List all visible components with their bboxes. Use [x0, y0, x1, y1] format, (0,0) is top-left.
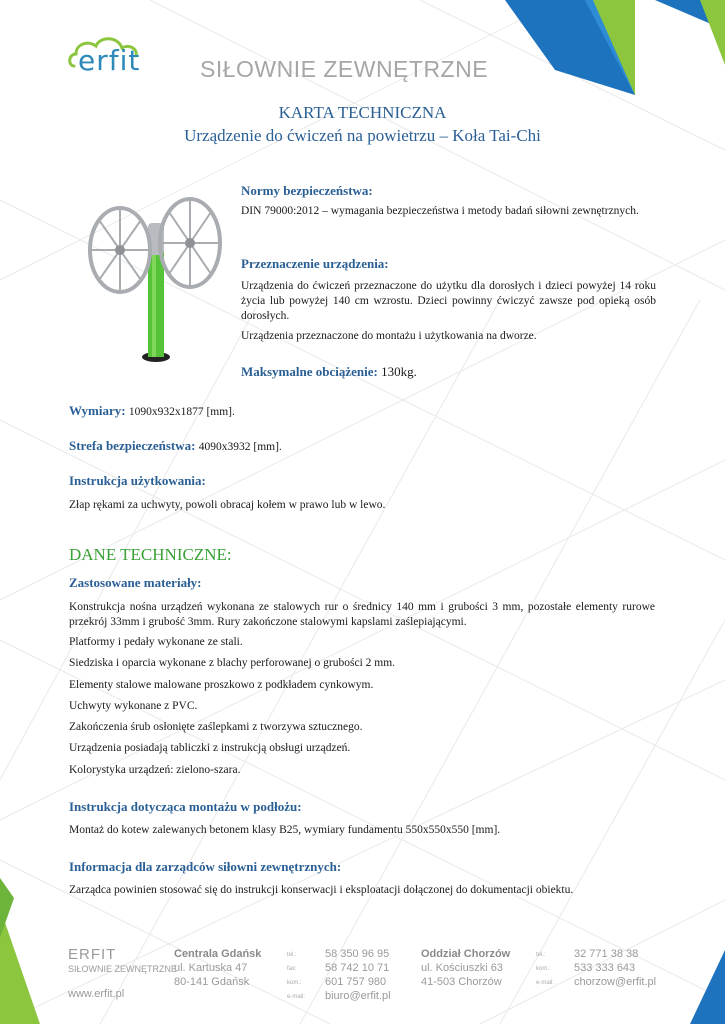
- page-title: KARTA TECHNICZNA: [278, 103, 447, 122]
- gdansk-email-link[interactable]: biuro@erfit.pl: [325, 990, 391, 1002]
- max-load-row: [241, 364, 417, 380]
- chorzow-label-kom: kom.:: [536, 966, 551, 972]
- purpose-text-2: Urządzenia przeznaczone do montażu i użytkowania na dworze.: [241, 330, 537, 342]
- tech-data-heading: DANE TECHNICZNE:: [69, 545, 232, 564]
- gdansk-label-tel: tel.:: [287, 952, 297, 958]
- chorzow-tel: 32 771 38 38: [574, 948, 639, 960]
- footer-brand-tagline: SIŁOWNIE ZEWNĘTRZNE: [68, 964, 178, 974]
- usage-heading: Instrukcja użytkowania:: [69, 473, 206, 488]
- page-subtitle: Urządzenie do ćwiczeń na powietrzu – Koła Tai-Chi: [184, 126, 541, 145]
- purpose-heading: Przeznaczenie urządzenia:: [241, 256, 389, 271]
- gdansk-city: 80-141 Gdańsk: [174, 976, 250, 988]
- usage-text: Złap rękami za uchwyty, powoli obracaj kołem w prawo lub w lewo.: [69, 499, 386, 511]
- norms-heading: Normy bezpieczeństwa:: [241, 183, 373, 198]
- safety-zone-value: 4090x3932 [mm].: [198, 441, 282, 453]
- max-load-value: 130kg.: [381, 364, 417, 379]
- materials-item-6: Zakończenia śrub osłonięte zaślepkami z tworzywa sztucznego.: [69, 721, 363, 733]
- safety-zone-label: Strefa bezpieczeństwa:: [69, 438, 196, 453]
- materials-item-8: Kolorystyka urządzeń: zielono-szara.: [69, 764, 241, 776]
- logo-wordmark: erfit: [78, 44, 141, 77]
- max-load-label: Maksymalne obciążenie:: [241, 364, 378, 379]
- materials-heading: Zastosowane materiały:: [69, 575, 202, 590]
- tai-chi-wheels-illustration: [88, 185, 223, 365]
- gdansk-tel: 58 350 96 95: [325, 948, 390, 960]
- safety-zone-row: [69, 438, 282, 454]
- footer-website-link[interactable]: www.erfit.pl: [68, 988, 125, 1000]
- materials-item-7: Urządzenia posiadają tabliczki z instrukcją obsługi urządzeń.: [69, 742, 351, 754]
- chorzow-label-email: e-mail:: [536, 980, 555, 986]
- footer-brand: ERFIT: [68, 946, 117, 963]
- purpose-text-1: Urządzenia do ćwiczeń przeznaczone do użytku dla dorosłych i dzieci powyżej 14 roku życia lub powyżej 140 cm wzrostu. Dzieci powinny ćwiczyć zawsze pod opieką osób dorosłych.: [241, 280, 656, 322]
- norms-text: DIN 79000:2012 – wymagania bezpieczeństwa i metody badań siłowni zewnętrznych.: [241, 205, 639, 217]
- gdansk-label-email: e-mail:: [287, 994, 306, 1000]
- materials-item-3: Siedziska i oparcia wykonane z blachy perforowanej o grubości 2 mm.: [69, 657, 396, 669]
- chorzow-email-link[interactable]: chorzow@erfit.pl: [574, 976, 657, 988]
- materials-item-2: Platformy i pedały wykonane ze stali.: [69, 636, 243, 648]
- chorzow-label-tel: tel.:: [536, 952, 546, 958]
- gdansk-office-name: Centrala Gdańsk: [174, 948, 262, 960]
- gdansk-fax: 58 742 10 71: [325, 962, 390, 974]
- managers-text: Zarządca powinien stosować się do instrukcji konserwacji i eksploatacji dołączonej do dokumentacji obiektu.: [69, 884, 574, 896]
- materials-item-1: Konstrukcja nośna urządzeń wykonana ze stalowych rur o średnicy 140 mm i grubości 3 mm, pozostałe elementy rurowe przekrój 33mm i grubość 3mm. Rury zakończone stalowymi kapslami zaślepiającymi.: [69, 601, 655, 628]
- mounting-heading: Instrukcja dotycząca montażu w podłożu:: [69, 799, 302, 814]
- gdansk-street: ul. Kartuska 47: [174, 962, 248, 974]
- logo-tagline: SIŁOWNIE ZEWNĘTRZNE: [200, 56, 489, 82]
- dimensions-value: 1090x932x1877 [mm].: [128, 406, 235, 418]
- chorzow-office-name: Oddział Chorzów: [421, 948, 511, 960]
- materials-item-5: Uchwyty wykonane z PVC.: [69, 700, 198, 712]
- mounting-text: Montaż do kotew zalewanych betonem klasy B25, wymiary fundamentu 550x550x550 [mm].: [69, 824, 501, 836]
- chorzow-kom: 533 333 643: [574, 962, 636, 974]
- gdansk-label-fax: fax:: [287, 966, 297, 972]
- materials-item-4: Elementy stalowe malowane proszkowo z podkładem cynkowym.: [69, 679, 374, 691]
- footer: [0, 940, 725, 1024]
- chorzow-city: 41-503 Chorzów: [421, 976, 502, 988]
- dimensions-row: [69, 403, 235, 419]
- dimensions-label: Wymiary:: [69, 403, 126, 418]
- chorzow-street: ul. Kościuszki 63: [421, 962, 503, 974]
- gdansk-kom: 601 757 980: [325, 976, 387, 988]
- managers-heading: Informacja dla zarządców siłowni zewnętrznych:: [69, 859, 342, 874]
- gdansk-label-kom: kom.:: [287, 980, 302, 986]
